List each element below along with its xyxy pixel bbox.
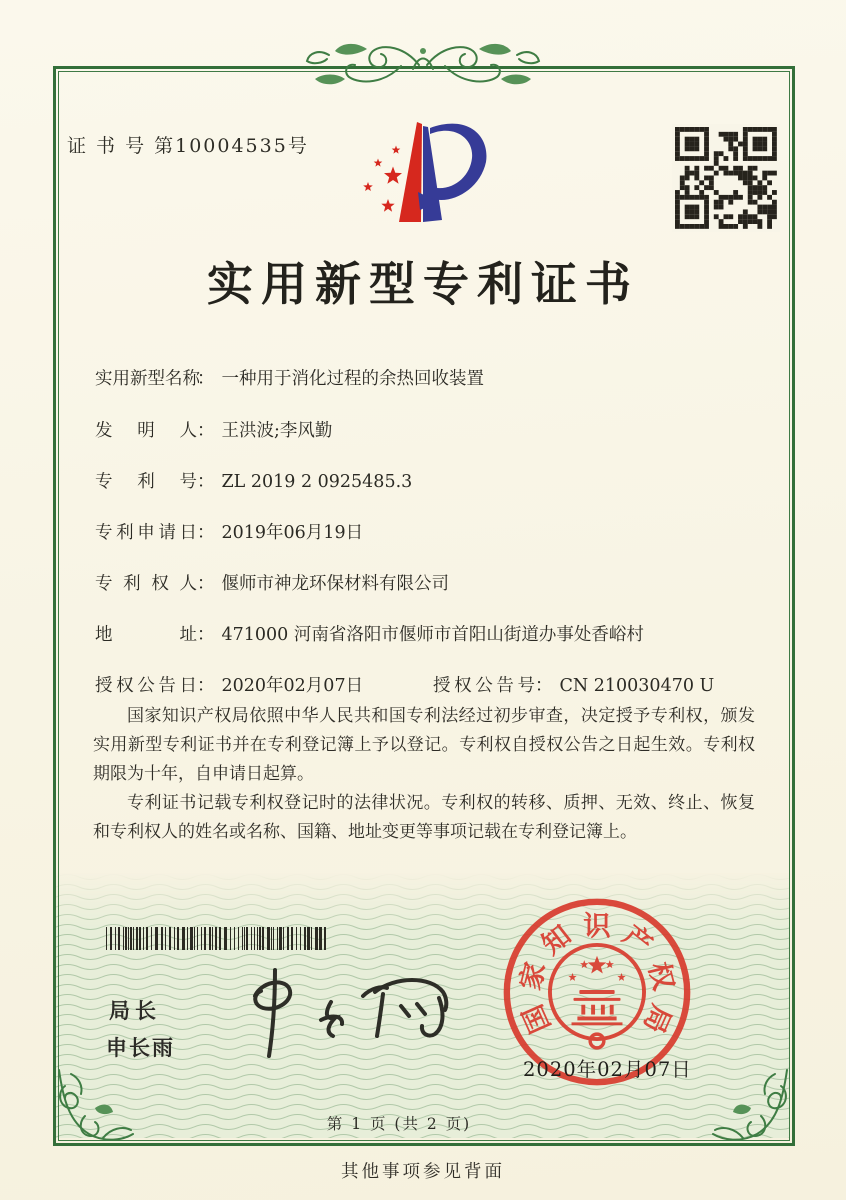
field-row-grant-date: 授权公告日： 2020年02月07日 授权公告号： CN 210030470 U [95,672,755,697]
top-flourish-ornament [295,38,551,92]
svg-text:知: 知 [535,919,578,962]
seal-date: 2020年02月07日 [523,1058,692,1081]
field-label: 专利申请日 [95,523,197,543]
field-label: 发明人 [95,421,197,441]
field-value: 2020年02月07日 [221,676,364,696]
svg-text:权: 权 [642,958,680,994]
field-row-name: 实用新型名称： 一种用于消化过程的余热回收装置 [95,365,755,390]
field-value: 偃师市神龙环保材料有限公司 [221,574,449,594]
page-indicator: 第 1 页 (共 2 页) [326,1115,472,1133]
field-value: 一种用于消化过程的余热回收装置 [221,369,484,389]
field-label: 授权公告日 [95,676,197,696]
field-value: 王洪波;李风勤 [221,421,333,441]
field-row-filing-date: 专利申请日： 2019年06月19日 [95,519,755,544]
field-value: 471000 河南省洛阳市偃师市首阳山街道办事处香峪村 [221,625,644,645]
legal-paragraph: 国家知识产权局依照中华人民共和国专利法经过初步审查，决定授予专利权，颁发实用新型专利证书并在专利登记簿上予以登记。专利权自授权公告之日起生效。专利权期限为十年，自申请日起算。 [93,706,755,784]
field-row-address: 地址： 471000 河南省洛阳市偃师市首阳山街道办事处香峪村 [95,621,755,646]
legal-paragraph: 专利证书记载专利权登记时的法律状况。专利权的转移、质押、无效、终止、恢复和专利权人的姓名或名称、国籍、地址变更等事项记载在专利登记簿上。 [93,793,755,842]
field-grant-number: 授权公告号： CN 210030470 U [433,672,714,697]
field-label: 授权公告号 [433,676,535,696]
cnipa-logo-icon [338,110,523,250]
legal-text-block [93,702,755,847]
field-row-patent-number: 专利号： ZL 2019 2 0925485.3 [95,468,755,493]
field-label: 实用新型名称 [95,369,200,389]
svg-text:产: 产 [616,919,659,962]
field-label: 专利号 [95,472,197,492]
field-row-inventors: 发明人： 王洪波;李风勤 [95,417,755,442]
barcode [104,927,332,950]
svg-text:国: 国 [516,999,558,1038]
qr-code [672,124,780,232]
director-signature [225,958,465,1058]
field-value: ZL 2019 2 0925485.3 [221,472,413,492]
field-row-patentee: 专利权人： 偃师市神龙环保材料有限公司 [95,570,755,595]
field-value: CN 210030470 U [559,676,715,696]
svg-text:识: 识 [583,910,611,943]
svg-text:家: 家 [514,958,552,994]
field-label: 专利权人 [95,574,197,594]
certificate-title: 实用新型专利证书 [207,257,639,311]
field-label: 地址 [95,625,197,645]
back-side-note: 其他事项参见背面 [341,1162,505,1182]
svg-text:局: 局 [636,999,678,1038]
director-name: 申长雨 [106,1037,175,1060]
field-value: 2019年06月19日 [221,523,364,543]
director-title: 局长 [109,1000,161,1023]
certificate-number: 证 书 号 第10004535号 [67,135,309,157]
